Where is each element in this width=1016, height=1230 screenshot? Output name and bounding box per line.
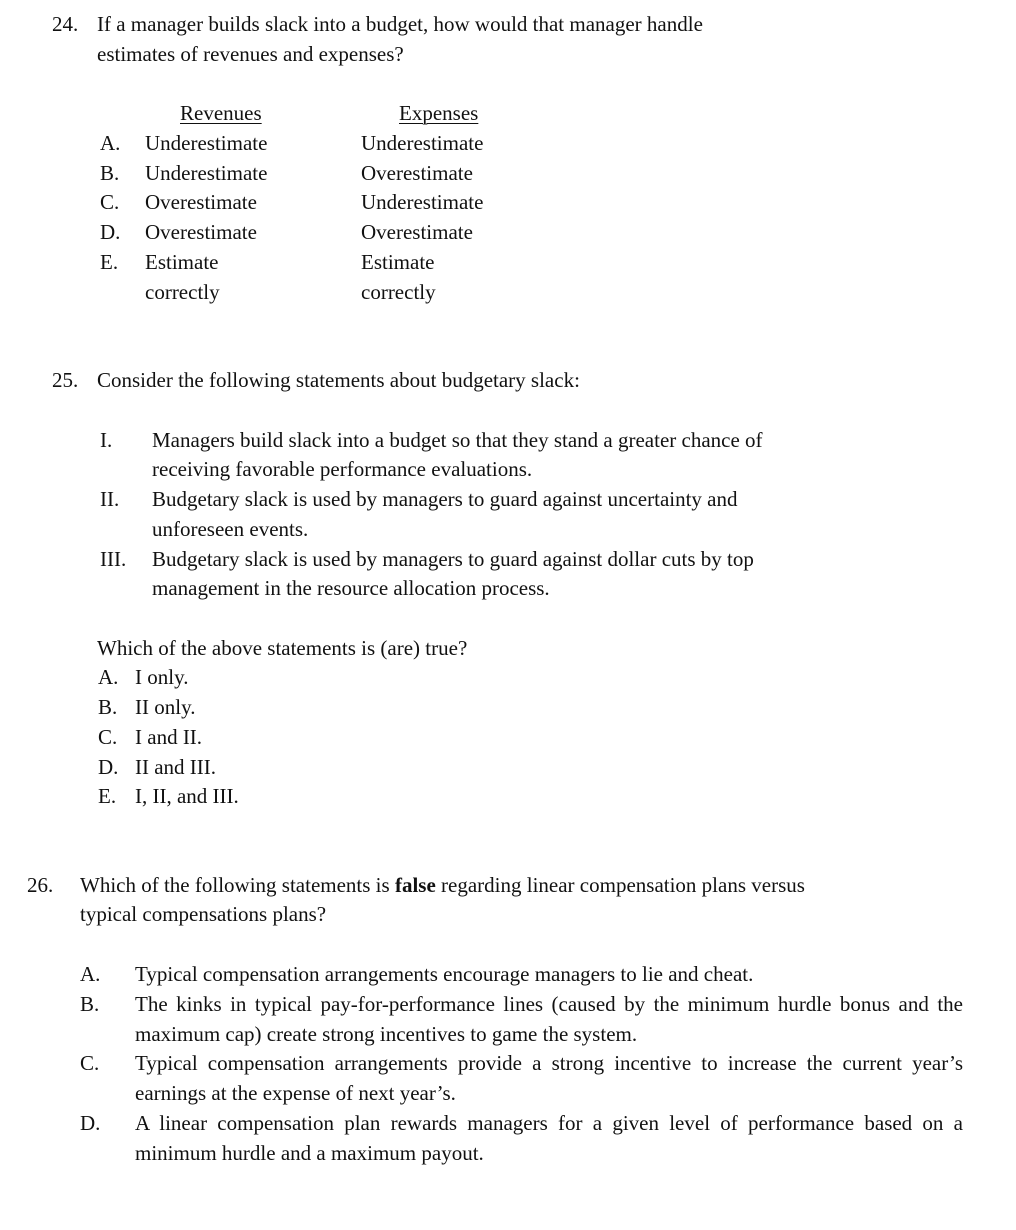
option-revenues: Underestimate [145, 161, 268, 185]
option-letter: B. [100, 161, 120, 185]
statement-text: receiving favorable performance evaluations. [152, 457, 533, 481]
option-letter: C. [100, 190, 120, 214]
question-number: 26. [27, 873, 54, 897]
option-text: The kinks in typical pay-for-performance lines (caused by the minimum hurdle bonus and the maximum cap) create strong incentives to game the system. [135, 992, 963, 1046]
option-letter: C. [80, 1051, 100, 1075]
option-revenues: Overestimate [145, 190, 257, 214]
statement-numeral: II. [100, 487, 120, 511]
question-number: 24. [52, 12, 79, 36]
question-stem: If a manager builds slack into a budget, how would that manager handle [97, 12, 703, 36]
question-stem: estimates of revenues and expenses? [97, 42, 404, 66]
option-letter: B. [80, 992, 100, 1016]
statement-text: Managers build slack into a budget so that they stand a greater chance of [152, 428, 763, 452]
statement-text: unforeseen events. [152, 517, 309, 541]
option-letter: A. [100, 131, 121, 155]
question-number: 25. [52, 368, 79, 392]
option-text: I and II. [135, 725, 203, 749]
option-revenues: Underestimate [145, 131, 268, 155]
option-text: I, II, and III. [135, 784, 239, 808]
option-letter: A. [98, 665, 119, 689]
stem-text: regarding linear compensation plans versus [435, 873, 805, 897]
column-header-revenues: Revenues [180, 101, 262, 125]
option-letter: C. [98, 725, 118, 749]
stem-text: Which of the following statements is [80, 873, 395, 897]
option-text: Typical compensation arrangements encourage managers to lie and cheat. [135, 962, 754, 986]
option-expenses: Underestimate [361, 190, 484, 214]
option-expenses: Overestimate [361, 220, 473, 244]
question-prompt: Which of the above statements is (are) true? [97, 636, 468, 660]
option-revenues-cont: correctly [145, 280, 220, 304]
statement-numeral: III. [100, 547, 127, 571]
option-expenses: Estimate [361, 250, 435, 274]
option-text: II only. [135, 695, 196, 719]
question-stem: Consider the following statements about budgetary slack: [97, 368, 580, 392]
statement-numeral: I. [100, 428, 113, 452]
option-letter: D. [100, 220, 121, 244]
statement-text: Budgetary slack is used by managers to guard against uncertainty and [152, 487, 738, 511]
option-text: Typical compensation arrangements provide a strong incentive to increase the current year’s earnings at the expense of next year’s. [135, 1051, 963, 1105]
option-expenses-cont: correctly [361, 280, 436, 304]
option-letter: B. [98, 695, 118, 719]
option-expenses: Underestimate [361, 131, 484, 155]
column-header-expenses: Expenses [399, 101, 479, 125]
option-letter: E. [98, 784, 117, 808]
question-stem [80, 870, 805, 900]
option-revenues: Overestimate [145, 220, 257, 244]
statement-text: management in the resource allocation process. [152, 576, 550, 600]
option-revenues: Estimate [145, 250, 219, 274]
statement-text: Budgetary slack is used by managers to guard against dollar cuts by top [152, 547, 754, 571]
question-stem: typical compensations plans? [80, 902, 327, 926]
option-letter: A. [80, 962, 101, 986]
option-letter: D. [98, 755, 119, 779]
stem-emphasis: false [394, 873, 436, 897]
option-text: I only. [135, 665, 189, 689]
option-text: II and III. [135, 755, 217, 779]
option-expenses: Overestimate [361, 161, 473, 185]
option-letter: D. [80, 1111, 101, 1135]
option-text: A linear compensation plan rewards managers for a given level of performance based on a minimum hurdle and a maximum payout. [135, 1111, 963, 1165]
option-letter: E. [100, 250, 119, 274]
